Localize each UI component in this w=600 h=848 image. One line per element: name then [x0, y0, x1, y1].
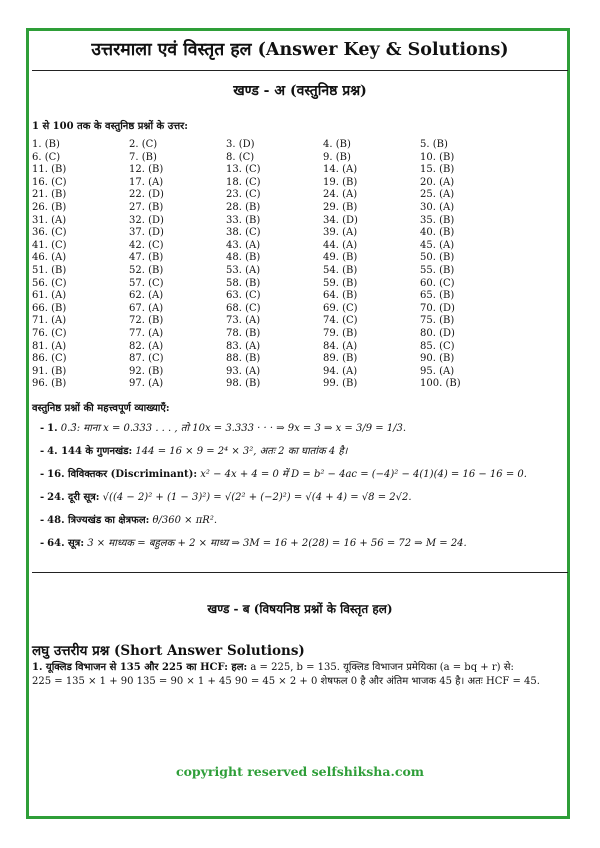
answer-item: 37. (D) [129, 227, 164, 239]
answer-item: 93. (A) [226, 365, 261, 377]
answer-item: 53. (A) [226, 264, 261, 276]
page-title: उत्तरमाला एवं विस्तृत हल (Answer Key & Solutions) [91, 40, 509, 60]
answer-item: 8. (C) [226, 151, 255, 163]
answer-item: 63. (C) [226, 290, 261, 302]
answer-item: 41. (C) [32, 239, 67, 251]
answer-item: 10. (B) [420, 151, 455, 163]
answer-item: 14. (A) [323, 164, 358, 176]
answer-item: 21. (B) [32, 189, 67, 201]
answer-item: 89. (B) [323, 353, 358, 365]
answer-item: 84. (A) [323, 340, 358, 352]
answer-item: 56. (C) [32, 277, 67, 289]
answer-item: 32. (D) [129, 214, 164, 226]
answer-item: 44. (A) [323, 239, 358, 251]
answer-item: 79. (B) [323, 327, 358, 339]
answer-item: 81. (A) [32, 340, 67, 352]
answer-item: 58. (B) [226, 277, 261, 289]
answer-item: 90. (B) [420, 353, 455, 365]
section-a-title: खण्ड - अ (वस्तुनिष्ठ प्रश्न) [233, 83, 367, 99]
explanation-item: - 1. 0.3̄: माना x = 0.333 . . . , तो 10x = 3.333 · · · ⇒ 9x = 3 ⇒ x = 3/9 = 1/3. [40, 422, 407, 434]
answer-item: 34. (D) [323, 214, 358, 226]
answer-item: 36. (C) [32, 227, 67, 239]
answer-item: 55. (B) [420, 264, 455, 276]
section-b-title: खण्ड - ब (विषयनिष्ठ प्रश्नों के विस्तृत हल) [207, 601, 393, 616]
answer-item: 82. (A) [129, 340, 164, 352]
answer-item: 92. (B) [129, 365, 164, 377]
explanation-item: - 64. सूत्र: 3 × माध्यक = बहुलक + 2 × माध्य ⇒ 3M = 16 + 2(28) = 16 + 56 = 72 ⇒ M = 24. [40, 537, 467, 549]
answer-item: 11. (B) [32, 164, 67, 176]
answer-item: 9. (B) [323, 151, 351, 163]
answer-item: 46. (A) [32, 252, 67, 264]
answer-item: 76. (C) [32, 327, 67, 339]
answer-item: 80. (D) [420, 327, 455, 339]
answer-item: 57. (C) [129, 277, 164, 289]
answer-item: 48. (B) [226, 252, 261, 264]
answer-item: 43. (A) [226, 239, 261, 251]
answer-item: 27. (B) [129, 201, 164, 213]
copyright-footer: copyright reserved selfshiksha.com [175, 764, 425, 779]
question-1-solution [32, 661, 568, 689]
answer-item: 59. (B) [323, 277, 358, 289]
question-1-line-1: a = 225, b = 135. यूक्लिड विभाजन प्रमेयिका (a = bq + r) से: [250, 661, 514, 673]
answer-item: 98. (B) [226, 378, 261, 390]
explanation-item: - 24. दूरी सूत्र: √((4 − 2)² + (1 − 3)²) = √(2² + (−2)²) = √(4 + 4) = √8 = 2√2. [40, 491, 412, 503]
answer-item: 22. (D) [129, 189, 164, 201]
answer-item: 100. (B) [420, 378, 461, 390]
answer-item: 31. (A) [32, 214, 67, 226]
answer-item: 97. (A) [129, 378, 164, 390]
answer-item: 67. (A) [129, 302, 164, 314]
answers-heading: 1 से 100 तक के वस्तुनिष्ठ प्रश्नों के उत्तर: [32, 121, 188, 132]
answer-item: 70. (D) [420, 302, 455, 314]
answer-item: 99. (B) [323, 378, 358, 390]
page-content [32, 38, 568, 689]
explanation-item: - 4. 144 के गुणनखंड: 144 = 16 × 9 = 2⁴ × 3², अतः 2 का घातांक 4 है। [40, 445, 348, 457]
answer-item: 85. (C) [420, 340, 455, 352]
answer-item: 17. (A) [129, 176, 164, 188]
explanations-heading: वस्तुनिष्ठ प्रश्नों की महत्त्वपूर्ण व्याख्याएँ: [32, 402, 170, 414]
answer-item: 42. (C) [129, 239, 164, 251]
answer-item: 88. (B) [226, 353, 261, 365]
short-answer-heading: लघु उत्तरीय प्रश्न (Short Answer Solutions) [32, 642, 305, 659]
answer-item: 40. (B) [420, 227, 455, 239]
answer-item: 51. (B) [32, 264, 67, 276]
answer-item: 77. (A) [129, 327, 164, 339]
explanation-item: - 16. विविक्तकर (Discriminant): x² − 4x + 4 = 0 में D = b² − 4ac = (−4)² − 4(1)(4) = 16 − 16 = 0. [40, 468, 527, 480]
answer-item: 75. (B) [420, 315, 455, 327]
answer-item: 83. (A) [226, 340, 261, 352]
answer-item: 24. (A) [323, 189, 358, 201]
answer-item: 73. (A) [226, 315, 261, 327]
answer-item: 61. (A) [32, 290, 67, 302]
answer-item: 6. (C) [32, 151, 61, 163]
title-divider [32, 70, 568, 71]
answer-item: 1. (B) [32, 139, 60, 150]
answer-item: 95. (A) [420, 365, 455, 377]
answer-item: 96. (B) [32, 378, 67, 390]
answer-item: 74. (C) [323, 315, 358, 327]
answer-item: 91. (B) [32, 365, 67, 377]
answer-item: 16. (C) [32, 176, 67, 188]
answer-item: 38. (C) [226, 227, 261, 239]
answer-item: 25. (A) [420, 189, 455, 201]
answer-item: 66. (B) [32, 302, 67, 314]
answer-item: 65. (B) [420, 290, 455, 302]
answer-item: 50. (B) [420, 252, 455, 264]
answer-item: 71. (A) [32, 315, 67, 327]
answer-item: 19. (B) [323, 176, 358, 188]
answer-item: 5. (B) [420, 139, 448, 150]
answer-item: 78. (B) [226, 327, 261, 339]
answer-item: 68. (C) [226, 302, 261, 314]
answer-item: 39. (A) [323, 227, 358, 239]
answer-item: 69. (C) [323, 302, 358, 314]
answer-item: 60. (C) [420, 277, 455, 289]
answer-item: 2. (C) [129, 139, 158, 150]
answer-item: 26. (B) [32, 201, 67, 213]
answer-item: 23. (C) [226, 189, 261, 201]
question-1-line-2: 225 = 135 × 1 + 90 135 = 90 × 1 + 45 90 = 45 × 2 + 0 शेषफल 0 है और अंतिम भाजक 45 है। अतः HCF = 45. [32, 675, 540, 687]
explanation-item: - 48. त्रिज्यखंड का क्षेत्रफल: θ/360 × πR². [40, 514, 218, 526]
answer-item: 28. (B) [226, 201, 261, 213]
explanations-list [40, 422, 568, 550]
answer-item: 64. (B) [323, 290, 358, 302]
answer-item: 20. (A) [420, 176, 455, 188]
answer-item: 52. (B) [129, 264, 164, 276]
answer-item: 3. (D) [226, 139, 255, 150]
answer-item: 13. (C) [226, 164, 261, 176]
answer-item: 94. (A) [323, 365, 358, 377]
answer-key-grid [32, 139, 568, 391]
answer-item: 62. (A) [129, 290, 164, 302]
answer-item: 54. (B) [323, 264, 358, 276]
answer-item: 29. (B) [323, 201, 358, 213]
answer-item: 7. (B) [129, 151, 157, 163]
answer-item: 33. (B) [226, 214, 261, 226]
answer-item: 49. (B) [323, 252, 358, 264]
answer-item: 30. (A) [420, 201, 455, 213]
answer-item: 35. (B) [420, 214, 455, 226]
answer-item: 86. (C) [32, 353, 67, 365]
question-1-label: 1. यूक्लिड विभाजन से 135 और 225 का HCF: हल: [32, 661, 248, 673]
answer-item: 4. (B) [323, 139, 351, 150]
answer-item: 18. (C) [226, 176, 261, 188]
answer-item: 87. (C) [129, 353, 164, 365]
answer-item: 72. (B) [129, 315, 164, 327]
section-divider [32, 572, 568, 573]
answer-item: 12. (B) [129, 164, 164, 176]
answer-item: 47. (B) [129, 252, 164, 264]
answer-item: 45. (A) [420, 239, 455, 251]
answer-item: 15. (B) [420, 164, 455, 176]
